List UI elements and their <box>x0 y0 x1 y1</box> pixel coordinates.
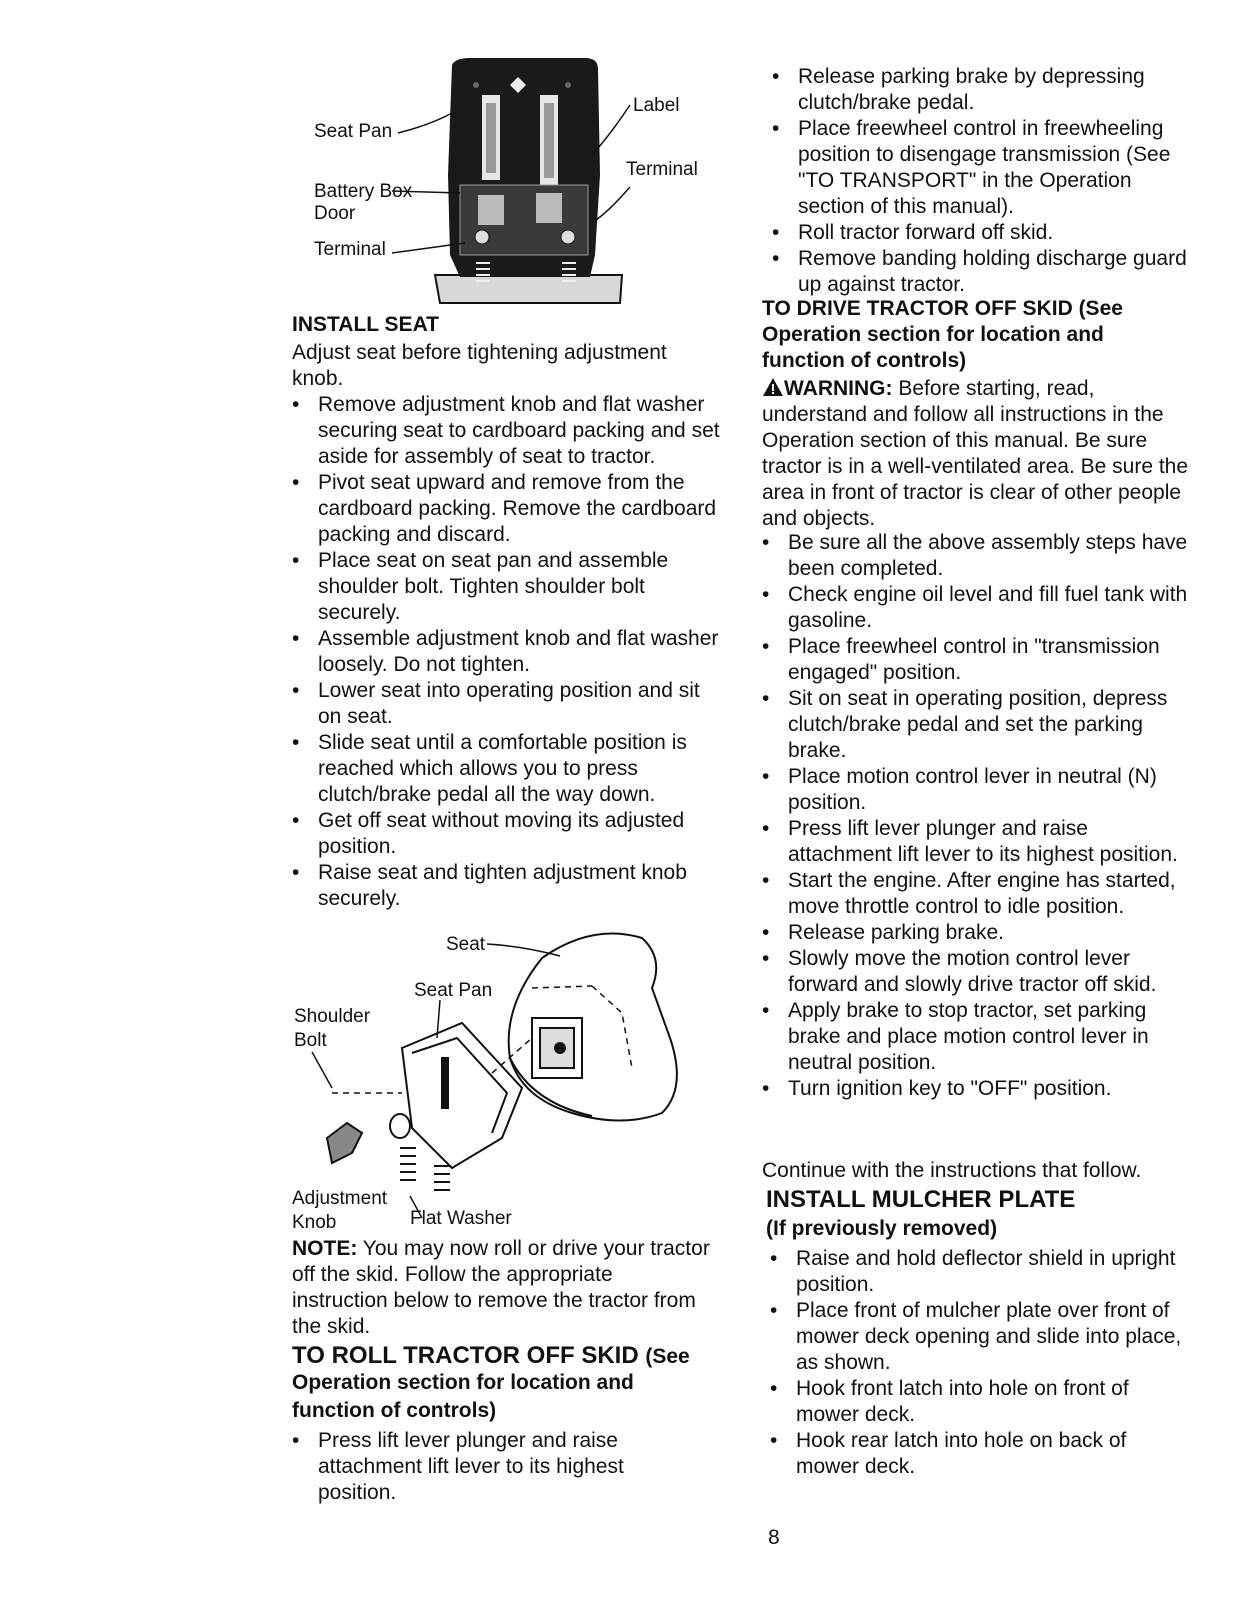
list-item: • Slide seat until a comfortable position is reached which allows you to press clutch/brake pedal all the way down. <box>292 730 724 808</box>
warning-text: Before starting, read, understand and follow all instructions in the Operation section of this manual. Be sure tractor is in a well-ventilated area. Be sure the area in front of tractor is clear of other people and objects. <box>762 377 1189 530</box>
roll-off-heading-main: TO ROLL TRACTOR OFF SKID <box>292 1342 639 1369</box>
label-seat: Seat <box>446 934 486 955</box>
note-label: NOTE: <box>292 1237 358 1260</box>
roll-off-subheading-1: Operation section for location and <box>292 1371 634 1394</box>
label-bolt: Bolt <box>294 1030 327 1051</box>
install-seat-heading: INSTALL SEAT <box>292 313 439 336</box>
list-item: • Place seat on seat pan and assemble shoulder bolt. Tighten shoulder bolt securely. <box>292 548 724 626</box>
drive-off-heading-3: function of controls) <box>762 349 967 372</box>
battery-box-figure <box>300 55 720 315</box>
label-door: Door <box>314 203 356 224</box>
label-terminal-right: Terminal <box>626 159 698 180</box>
roll-off-heading-suffix: (See <box>645 1345 690 1368</box>
note-text: You may now roll or drive your tractor off the skid. Follow the appropriate instruction below to remove the tractor from the skid. <box>292 1237 710 1338</box>
warning-label: WARNING: <box>784 377 893 400</box>
install-seat-steps <box>292 392 724 912</box>
list-item: • Place motion control lever in neutral (N) position. <box>762 764 1192 816</box>
list-item: • Remove adjustment knob and flat washer securing seat to cardboard packing and set aside for assembly of seat to tractor. <box>292 392 724 470</box>
list-item: • Remove banding holding discharge guard up against tractor. <box>772 246 1192 298</box>
label-terminal-left: Terminal <box>314 239 386 260</box>
list-item: • Apply brake to stop tractor, set parking brake and place motion control lever in neutral position. <box>762 998 1192 1076</box>
list-item: • Hook front latch into hole on front of mower deck. <box>770 1376 1190 1428</box>
page-number: 8 <box>768 1526 780 1549</box>
list-item: • Slowly move the motion control lever forward and slowly drive tractor off skid. <box>762 946 1192 998</box>
mulcher-heading: INSTALL MULCHER PLATE <box>766 1186 1076 1213</box>
label-label: Label <box>633 95 680 116</box>
roll-off-steps-left <box>292 1428 692 1506</box>
list-item: • Release parking brake. <box>762 920 1192 946</box>
roll-off-subheading-2: function of controls) <box>292 1399 497 1422</box>
list-item: • Roll tractor forward off skid. <box>772 220 1192 246</box>
install-seat-intro: Adjust seat before tightening adjustment knob. <box>292 341 667 390</box>
list-item: • Pivot seat upward and remove from the cardboard packing. Remove the cardboard packing and discard. <box>292 470 724 548</box>
mulcher-subheading: (If previously removed) <box>766 1217 998 1240</box>
list-item: • Be sure all the above assembly steps have been completed. <box>762 530 1192 582</box>
list-item: • Press lift lever plunger and raise attachment lift lever to its highest position. <box>762 816 1192 868</box>
label-knob: Knob <box>292 1212 337 1233</box>
list-item: • Place front of mulcher plate over front of mower deck opening and slide into place, as shown. <box>770 1298 1190 1376</box>
list-item: • Check engine oil level and fill fuel tank with gasoline. <box>762 582 1192 634</box>
list-item: • Hook rear latch into hole on back of mower deck. <box>770 1428 1190 1480</box>
list-item: • Turn ignition key to "OFF" position. <box>762 1076 1192 1102</box>
list-item: • Lower seat into operating position and sit on seat. <box>292 678 724 730</box>
list-item: • Place freewheel control in "transmission engaged" position. <box>762 634 1192 686</box>
label-adjustment: Adjustment <box>292 1188 388 1209</box>
drive-off-heading-1: TO DRIVE TRACTOR OFF SKID (See <box>762 297 1123 320</box>
mulcher-steps <box>770 1246 1190 1480</box>
list-item: • Assemble adjustment knob and flat washer loosely. Do not tighten. <box>292 626 724 678</box>
seat-assembly-figure <box>292 928 712 1238</box>
warning-paragraph <box>762 376 1192 532</box>
label-shoulder: Shoulder <box>294 1006 371 1027</box>
list-item: • Press lift lever plunger and raise attachment lift lever to its highest position. <box>292 1428 692 1506</box>
list-item: • Place freewheel control in freewheeling position to disengage transmission (See "TO TRANSPORT" in the Operation section of this manual). <box>772 116 1192 220</box>
roll-off-steps-right <box>772 64 1192 298</box>
roll-off-heading <box>292 1342 690 1371</box>
drive-off-heading-2: Operation section for location and <box>762 323 1104 346</box>
warning-triangle-icon <box>762 377 784 397</box>
list-item: • Get off seat without moving its adjusted position. <box>292 808 724 860</box>
label-seat-pan: Seat Pan <box>314 121 393 142</box>
label-flat-washer: Flat Washer <box>410 1208 512 1229</box>
list-item: • Raise and hold deflector shield in upright position. <box>770 1246 1190 1298</box>
label-seat-pan-2: Seat Pan <box>414 980 493 1001</box>
label-battery-box: Battery Box <box>314 181 413 202</box>
list-item: • Raise seat and tighten adjustment knob securely. <box>292 860 724 912</box>
note-paragraph <box>292 1236 712 1340</box>
drive-off-steps <box>762 530 1192 1102</box>
continue-text: Continue with the instructions that follow. <box>762 1159 1142 1182</box>
list-item: • Start the engine. After engine has started, move throttle control to idle position. <box>762 868 1192 920</box>
list-item: • Sit on seat in operating position, depress clutch/brake pedal and set the parking brake. <box>762 686 1192 764</box>
list-item: • Release parking brake by depressing clutch/brake pedal. <box>772 64 1192 116</box>
